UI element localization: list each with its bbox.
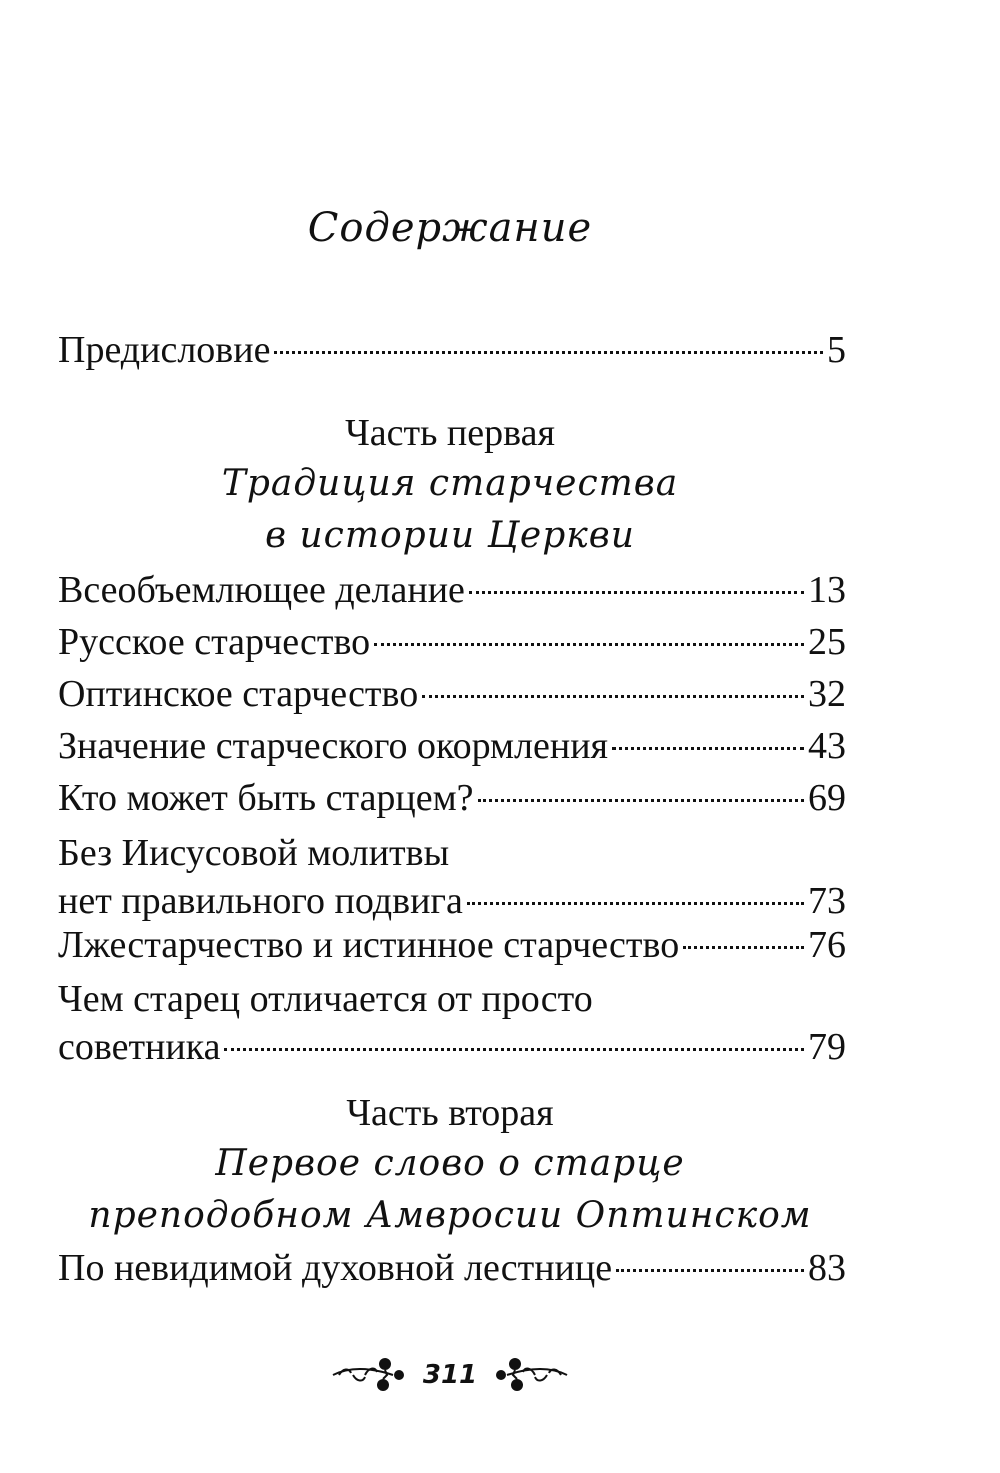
dot-leader [683, 946, 804, 949]
toc-entry-title: советника [58, 1026, 221, 1068]
dot-leader [274, 351, 823, 354]
toc-entry-title: Предисловие [58, 329, 271, 371]
part-subtitle-line-1: Первое слово о старце [215, 1143, 685, 1184]
toc-entry-title: Кто может быть старцем? [58, 777, 474, 819]
toc-entry-title: Значение старческого окормления [58, 725, 609, 767]
toc-entry [58, 975, 846, 1071]
dot-leader [478, 799, 804, 802]
part-two-header [0, 1088, 900, 1242]
toc-entry-title: Русское старчество [58, 621, 371, 663]
page-number: 311 [422, 1360, 478, 1390]
part-label: Часть первая [345, 412, 555, 454]
toc-entry-page: 5 [827, 329, 846, 371]
toc-entry-title-line-1: Без Иисусовой молитвы [58, 832, 450, 874]
toc-entry [58, 670, 846, 718]
part-label: Часть вторая [346, 1092, 554, 1134]
toc-entry [58, 1244, 846, 1292]
toc-entry-title: Оптинское старчество [58, 673, 419, 715]
page-footer [0, 1350, 900, 1400]
part-one-header [0, 408, 900, 562]
toc-entry [58, 722, 846, 770]
toc-entry-title-line-1: Чем старец отличается от просто [58, 978, 593, 1020]
toc-entry-page: 83 [808, 1247, 846, 1289]
toc-entry-page: 76 [808, 924, 846, 966]
dot-leader [616, 1269, 804, 1272]
toc-entry-page: 73 [808, 880, 846, 922]
toc-entry-page: 13 [808, 569, 846, 611]
toc-entry-page: 79 [808, 1026, 846, 1068]
toc-entry-title: Лжестарчество и истинное старчество [58, 924, 680, 966]
dot-leader [612, 747, 804, 750]
toc-entry [58, 566, 846, 614]
toc-entry-title: По невидимой духовной лестнице [58, 1247, 613, 1289]
dot-leader [469, 591, 804, 594]
toc-entry-page: 32 [808, 673, 846, 715]
floral-ornament-icon [491, 1355, 571, 1395]
contents-heading: Содержание [307, 205, 593, 251]
part-subtitle-line-2: преподобном Амвросии Оптинском [88, 1195, 812, 1236]
toc-entry [58, 618, 846, 666]
toc-entry-title: нет правильного подвига [58, 880, 463, 922]
part-subtitle-line-2: в истории Церкви [265, 515, 635, 556]
toc-entry-page: 25 [808, 621, 846, 663]
floral-ornament-icon [329, 1355, 409, 1395]
dot-leader [467, 902, 804, 905]
toc-entry [58, 829, 846, 925]
toc-entry [58, 921, 846, 969]
toc-entry [58, 774, 846, 822]
dot-leader [422, 695, 804, 698]
toc-entry-preface [58, 326, 846, 374]
toc-entry-page: 69 [808, 777, 846, 819]
toc-entry-title: Всеобъемлющее делание [58, 569, 465, 611]
dot-leader [224, 1048, 804, 1051]
part-subtitle-line-1: Традиция старчества [221, 463, 679, 504]
dot-leader [374, 643, 804, 646]
toc-entry-page: 43 [808, 725, 846, 767]
